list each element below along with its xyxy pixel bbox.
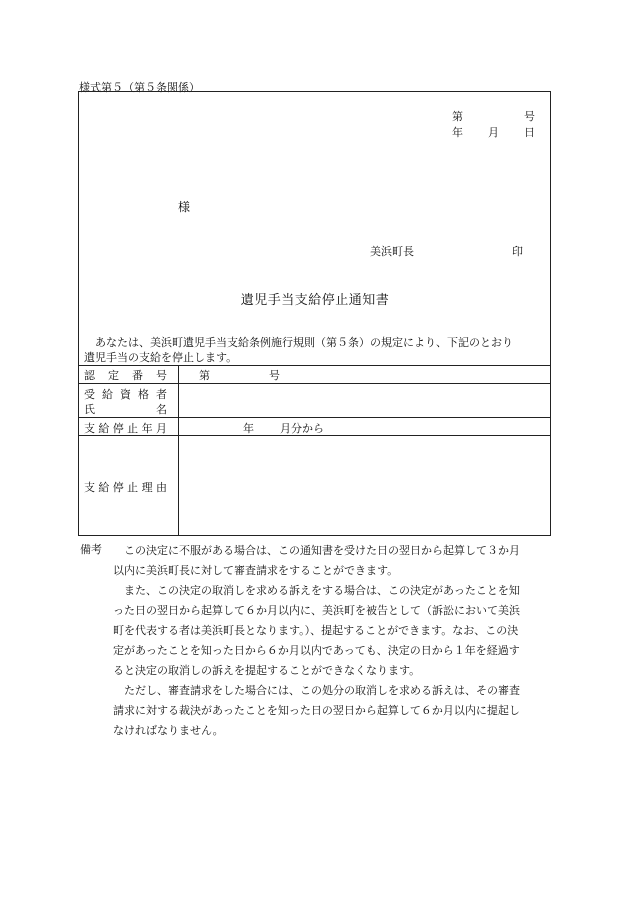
number-prefix: 第 [452,110,463,123]
suspension-month-from: 月分から [280,422,324,435]
notes-line: また、この決定の取消しを求める訴えをする場合は、この決定があったことを知 [124,584,520,597]
document-title: 遺児手当支給停止通知書 [240,293,390,308]
recipient-label-line1: 受 給 資 格 者 [84,388,167,401]
notes-line: 以内に美浜町長に対して審査請求をすることができます。 [113,564,399,577]
table-divider [78,417,551,418]
number-suffix: 号 [524,110,535,123]
notes-line: った日の翌日から起算して６か月以内に、美浜町を被告として（訴訟において美浜 [113,604,520,617]
issuer-name: 美浜町長 [370,245,414,258]
notes-line: 定があったことを知った日から６か月以内であっても、決定の日から１年を経過す [113,644,520,657]
certification-number-prefix: 第 [199,369,210,382]
form-label: 様式第５（第５条関係） [79,81,200,94]
notes-paragraph-appeal [113,541,553,581]
notes-paragraph-proviso [113,681,553,741]
intro-text [84,335,550,365]
recipient-label-line2: 氏 名 [84,403,167,416]
intro-line: あなたは、美浜町遺児手当支給条例施行規則（第５条）の規定により、下記のとおり [95,336,513,349]
suspension-year: 年 [243,422,254,435]
date-month: 月 [488,126,499,139]
certification-number-suffix: 号 [269,369,280,382]
certification-number-label: 認 定 番 号 [84,369,167,382]
table-divider [78,383,551,384]
notes-line: ると決定の取消しの訴えを提起することができなくなります。 [113,664,421,677]
table-divider [78,365,551,366]
seal-mark: 印 [512,245,523,258]
date-year: 年 [452,126,463,139]
notes-line: なければなりません。 [113,724,224,737]
suspension-month-label: 支 給 停 止 年 月 [84,422,167,435]
details-table [78,365,551,536]
notes-line: 町を代表する者は美浜町長となります。）、提起することができます。なお、この決 [113,624,519,637]
notes-line: 請求に対する裁決があったことを知った日の翌日から起算して６か月以内に提起し [113,704,520,717]
notes-line: ただし、審査請求をした場合には、この処分の取消しを求める訴えは、その審査 [124,684,520,697]
addressee-suffix: 様 [178,200,191,214]
table-column-divider [178,365,179,536]
notes-heading: 備考 [80,543,102,556]
notes-line: この決定に不服がある場合は、この通知書を受けた日の翌日から起算して３か月 [124,544,520,557]
date-day: 日 [524,126,535,139]
suspension-reason-label: 支 給 停 止 理 由 [84,481,167,494]
notes-paragraph-lawsuit [113,581,553,681]
intro-line: 遺児手当の支給を停止します。 [84,351,238,364]
